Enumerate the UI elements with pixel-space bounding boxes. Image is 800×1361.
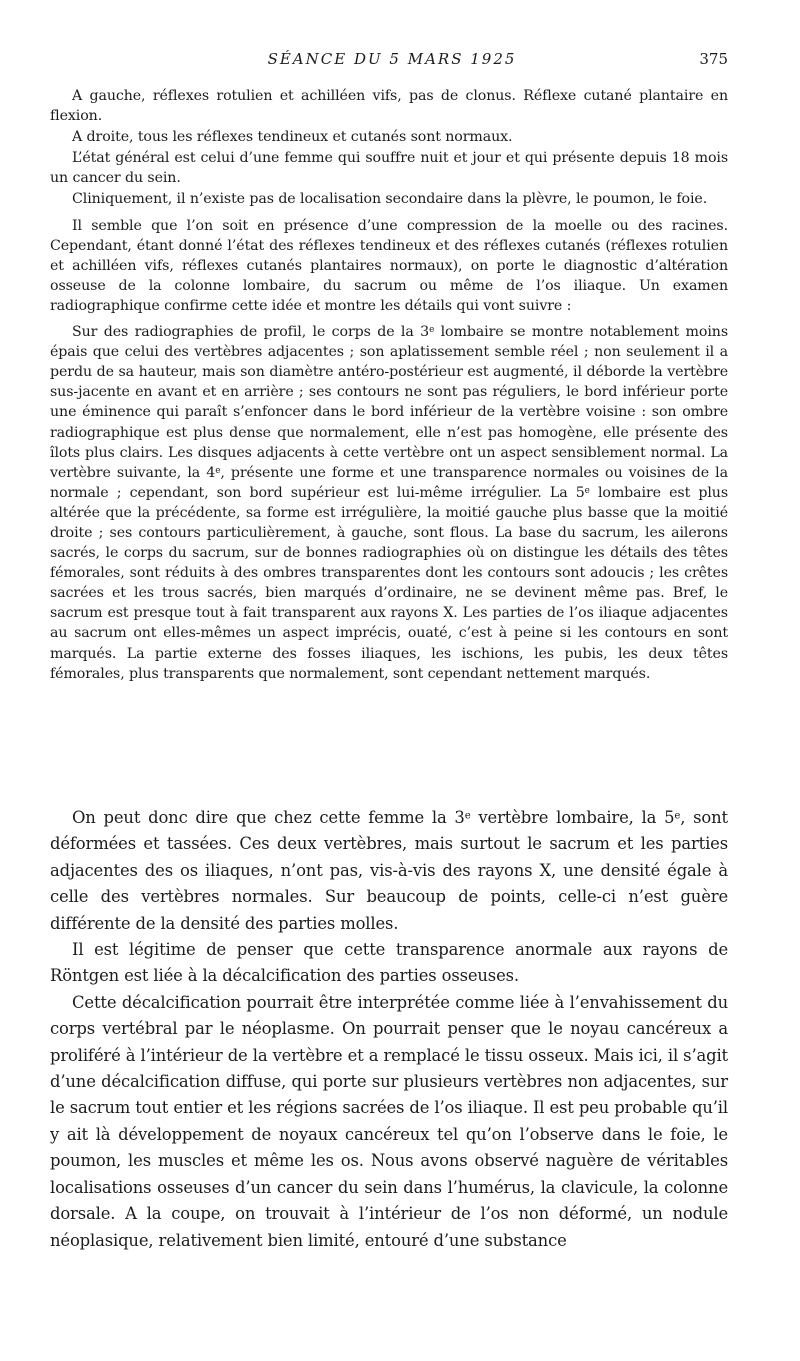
page-number: 375 <box>699 50 728 68</box>
paragraph-radiographs <box>50 322 728 684</box>
ordinal-number: 3 <box>454 808 465 827</box>
ordinal-number: 5 <box>664 808 675 827</box>
running-title: SÉANCE DU 5 MARS 1925 <box>267 50 517 68</box>
paragraph-interpretation: Cette décalcification pourrait être interprétée comme liée à l’envahissement du corps vertébral par le néoplasme. On pourrait penser que le noyau cancéreux a proliféré à l’intérieur de la vertèbre et a remplacé le tissu osseux. Mais ici, il s’agit d’une décalcification diffuse, qui porte sur plusieurs vertèbres non adjacentes, sur le sacrum tout entier et les régions sacrées de l’os iliaque. Il est peu probable qu’il y ait là développement de noyaux cancéreux tel qu’on l’observe dans le foie, le poumon, les muscles et même les os. Nous avons observé naguère de véritables localisations osseuses d’un cancer du sein dans l’humérus, la clavicule, la colonne dorsale. A la coupe, on trouvait à l’intérieur de l’os non déformé, un nodule néoplasique, relativement bien limité, entouré d’une substance <box>50 992 728 1250</box>
radiograph-text-part: Sur des radiographies de profil, le corps de la <box>72 324 421 341</box>
paragraph-right-reflexes: A droite, tous les réflexes tendineux et cutanés sont normaux. <box>72 129 513 146</box>
conclusion-text-part: vertèbre lombaire, la <box>470 808 665 827</box>
ordinal-suffix: e <box>674 810 681 822</box>
ordinal-number: 3 <box>420 324 430 341</box>
paragraph-clinical: Cliniquement, il n’existe pas de localisation secondaire dans la plèvre, le poumon, le foie. <box>72 191 708 208</box>
radiograph-text-part: , présente une forme et une transparence normales ou voisines de la normale ; cependant, son bord supérieur est lui-même irrégulier. La <box>50 464 728 501</box>
paragraph-left-reflexes: A gauche, réflexes rotulien et achilléen vifs, pas de clonus. Réflexe cutané plantaire en flexion. <box>50 88 728 125</box>
radiograph-text-part: lombaire se montre notablement moins épais que celui des vertèbres adjacentes ; son aplatissement semble réel ; non seulement il a perdu de sa hauteur, mais son diamètre antéro-postérieur est augmenté, il déborde la vertèbre sus-jacente en avant et en arrière ; ses contours ne sont pas réguliers, le bord inférieur porte une éminence qui paraît s’enfoncer dans le bord inférieur de la vertèbre voisine : son ombre radiographique est plus dense que normalement, elle n’est pas homogène, elle présente des îlots plus clairs. Les disques adjacents à cette vertèbre ont un aspect sensiblement normal. La vertèbre suivante, la <box>50 324 728 481</box>
case-report-text <box>50 86 728 684</box>
radiograph-text-part: lombaire est plus altérée que la précédente, sa forme est irrégulière, la moitié gauche plus basse que la moitié droite ; ses contours particulièrement, à gauche, sont flous. La base du sacrum, les ailerons sacrés, le corps du sacrum, sur de bonnes radiographies où on distingue les détails des têtes fémorales, sont réduits à des ombres transparentes dont les contours sont adoucis ; les crêtes sacrées et les trous sacrés, bien marqués d’ordinaire, ne se devinent même pas. Bref, le sacrum est presque tout à fait transparent aux rayons X. Les parties de l’os iliaque adjacentes au sacrum ont elles-mêmes un aspect imprécis, ouaté, c’est à peine si les contours en sont marqués. La partie externe des fosses iliaques, les ischions, les pubis, les deux têtes fémorales, plus transparents que normalement, sont cependant nettement marqués. <box>50 484 729 682</box>
ordinal-suffix: e <box>584 485 590 496</box>
paragraph-decalcification: Il est légitime de penser que cette transparence anormale aux rayons de Röntgen est liée à la décalcification des parties osseuses. <box>50 940 728 986</box>
ordinal-number: 4 <box>206 464 216 481</box>
ordinal-number: 5 <box>575 484 585 501</box>
conclusion-text-part: , sont déformées et tassées. Ces deux vertèbres, mais surtout le sacrum et les parties adjacentes des os iliaques, n’ont pas, vis-à-vis des rayons X, une densité égale à celle des vertèbres normales. Sur beaucoup de points, celle-ci n’est guère différente de la densité des parties molles. <box>50 808 728 933</box>
ordinal-suffix: e <box>429 325 435 336</box>
ordinal-suffix: e <box>464 810 471 822</box>
page-header <box>56 50 728 74</box>
paragraph-conclusion-deformation <box>50 805 728 937</box>
conclusion-text-part: On peut donc dire que chez cette femme la <box>72 808 455 827</box>
paragraph-diagnosis: Il semble que l’on soit en présence d’une compression de la moelle ou des racines. Cependant, étant donné l’état des réflexes tendineux et des réflexes cutanés (réflexes rotulien et achilléen vifs, réflexes cutanés plantaires normaux), on porte le diagnostic d’altération osseuse de la colonne lombaire, du sacrum ou même de l’os iliaque. Un examen radiographique confirme cette idée et montre les détails qui vont suivre : <box>50 217 728 314</box>
discussion-text <box>50 805 728 1254</box>
ordinal-suffix: e <box>215 465 221 476</box>
paragraph-general-state: L’état général est celui d’une femme qui souffre nuit et jour et qui présente depuis 18 mois un cancer du sein. <box>50 150 728 187</box>
